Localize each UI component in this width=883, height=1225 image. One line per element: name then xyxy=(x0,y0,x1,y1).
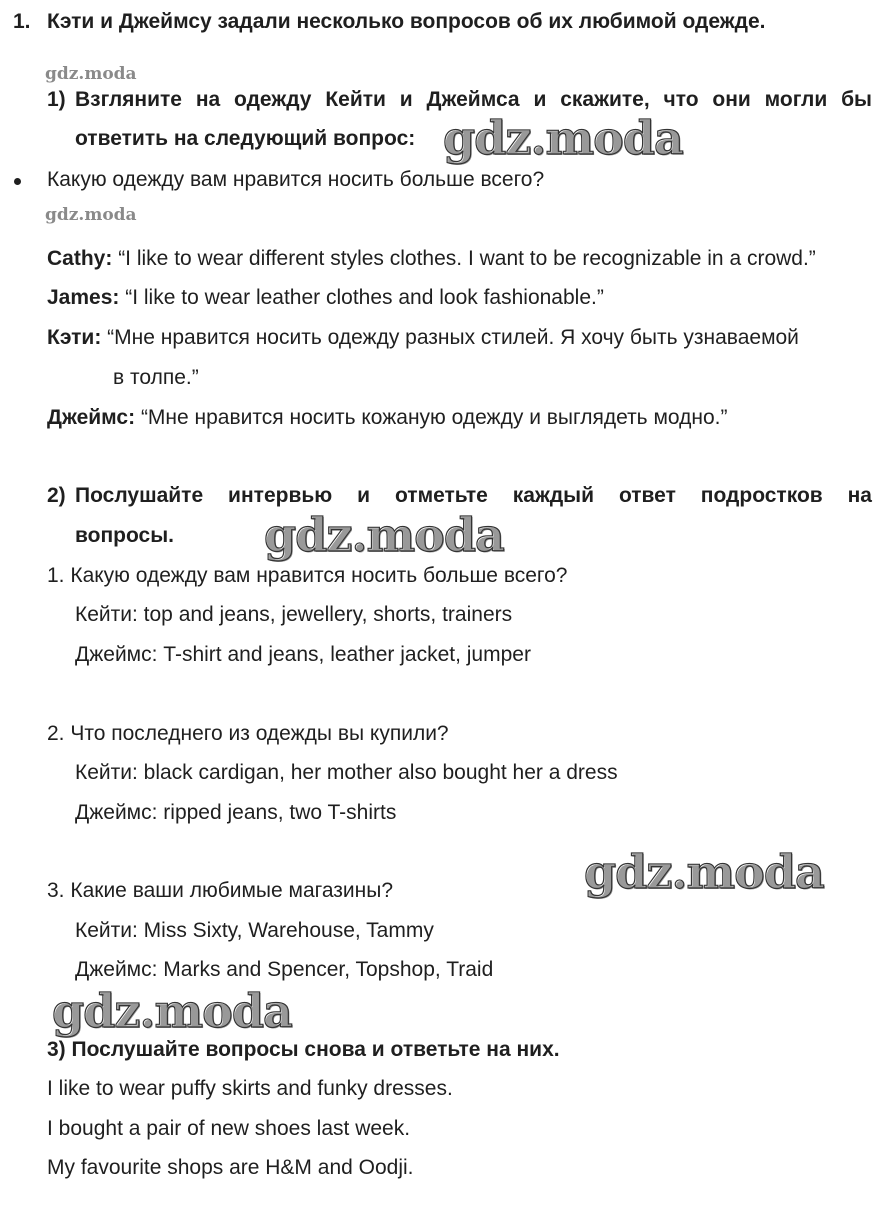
task-title: Кэти и Джеймсу задали несколько вопросов об их любимой одежде. xyxy=(47,10,766,33)
watermark-small: gdz.moda xyxy=(45,205,137,225)
answer-katie-3: Кейти: Miss Sixty, Warehouse, Tammy xyxy=(75,919,434,942)
question-3: 3. Какие ваши любимые магазины? xyxy=(47,879,393,902)
speaker-label: James: xyxy=(47,286,120,309)
speaker-label: Cathy: xyxy=(47,247,113,270)
answer-text: “I like to wear leather clothes and look fashionable.” xyxy=(125,286,604,309)
answer-line-3: My favourite shops are H&M and Oodji. xyxy=(47,1156,414,1179)
watermark-large: gdz.moda xyxy=(52,984,292,1038)
watermark-large: gdz.moda xyxy=(584,845,824,899)
part1-heading-line1: Взгляните на одежду Кейти и Джеймса и скажите, что они могли бы xyxy=(75,88,872,111)
task-number: 1. xyxy=(13,10,31,33)
question-2: 2. Что последнего из одежды вы купили? xyxy=(47,722,449,745)
answer-james-ru xyxy=(47,404,727,432)
part3-heading: 3) Послушайте вопросы снова и ответьте на них. xyxy=(47,1038,560,1061)
part1-label: 1) xyxy=(47,88,66,111)
answer-james-3: Джеймс: Marks and Spencer, Topshop, Traid xyxy=(75,958,494,981)
answer-line-2: I bought a pair of new shoes last week. xyxy=(47,1117,411,1140)
answer-cathy xyxy=(47,245,816,273)
part1-question: Какую одежду вам нравится носить больше всего? xyxy=(47,168,545,191)
watermark-large: gdz.moda xyxy=(264,508,504,562)
watermark-large: gdz.moda xyxy=(443,111,683,165)
answer-line-1: I like to wear puffy skirts and funky dresses. xyxy=(47,1077,453,1100)
answer-text: “I like to wear different styles clothes. I want to be recognizable in a crowd.” xyxy=(118,247,816,270)
speaker-label: Кэти: xyxy=(47,326,102,349)
answer-james-1: Джеймс: T-shirt and jeans, leather jacket, jumper xyxy=(75,643,531,666)
answer-katie-ru xyxy=(47,324,799,352)
bullet-icon xyxy=(14,178,21,185)
question-1: 1. Какую одежду вам нравится носить больше всего? xyxy=(47,564,568,587)
answer-katie-1: Кейти: top and jeans, jewellery, shorts, trainers xyxy=(75,603,513,626)
watermark-small: gdz.moda xyxy=(45,64,137,84)
answer-katie-2: Кейти: black cardigan, her mother also bought her a dress xyxy=(75,761,618,784)
part2-heading-line1: Послушайте интервью и отметьте каждый ответ подростков на xyxy=(75,484,872,507)
part2-heading-line2: вопросы. xyxy=(75,524,174,547)
answer-text-continued: в толпе.” xyxy=(113,366,199,389)
answer-james-2: Джеймс: ripped jeans, two T-shirts xyxy=(75,801,397,824)
answer-james xyxy=(47,284,604,312)
answer-text: “Мне нравится носить кожаную одежду и выглядеть модно.” xyxy=(140,406,728,429)
part1-heading-line2: ответить на следующий вопрос: xyxy=(75,127,416,150)
part2-label: 2) xyxy=(47,484,66,507)
speaker-label: Джеймс: xyxy=(47,406,136,429)
answer-text: “Мне нравится носить одежду разных стилей. Я хочу быть узнаваемой xyxy=(107,326,799,349)
